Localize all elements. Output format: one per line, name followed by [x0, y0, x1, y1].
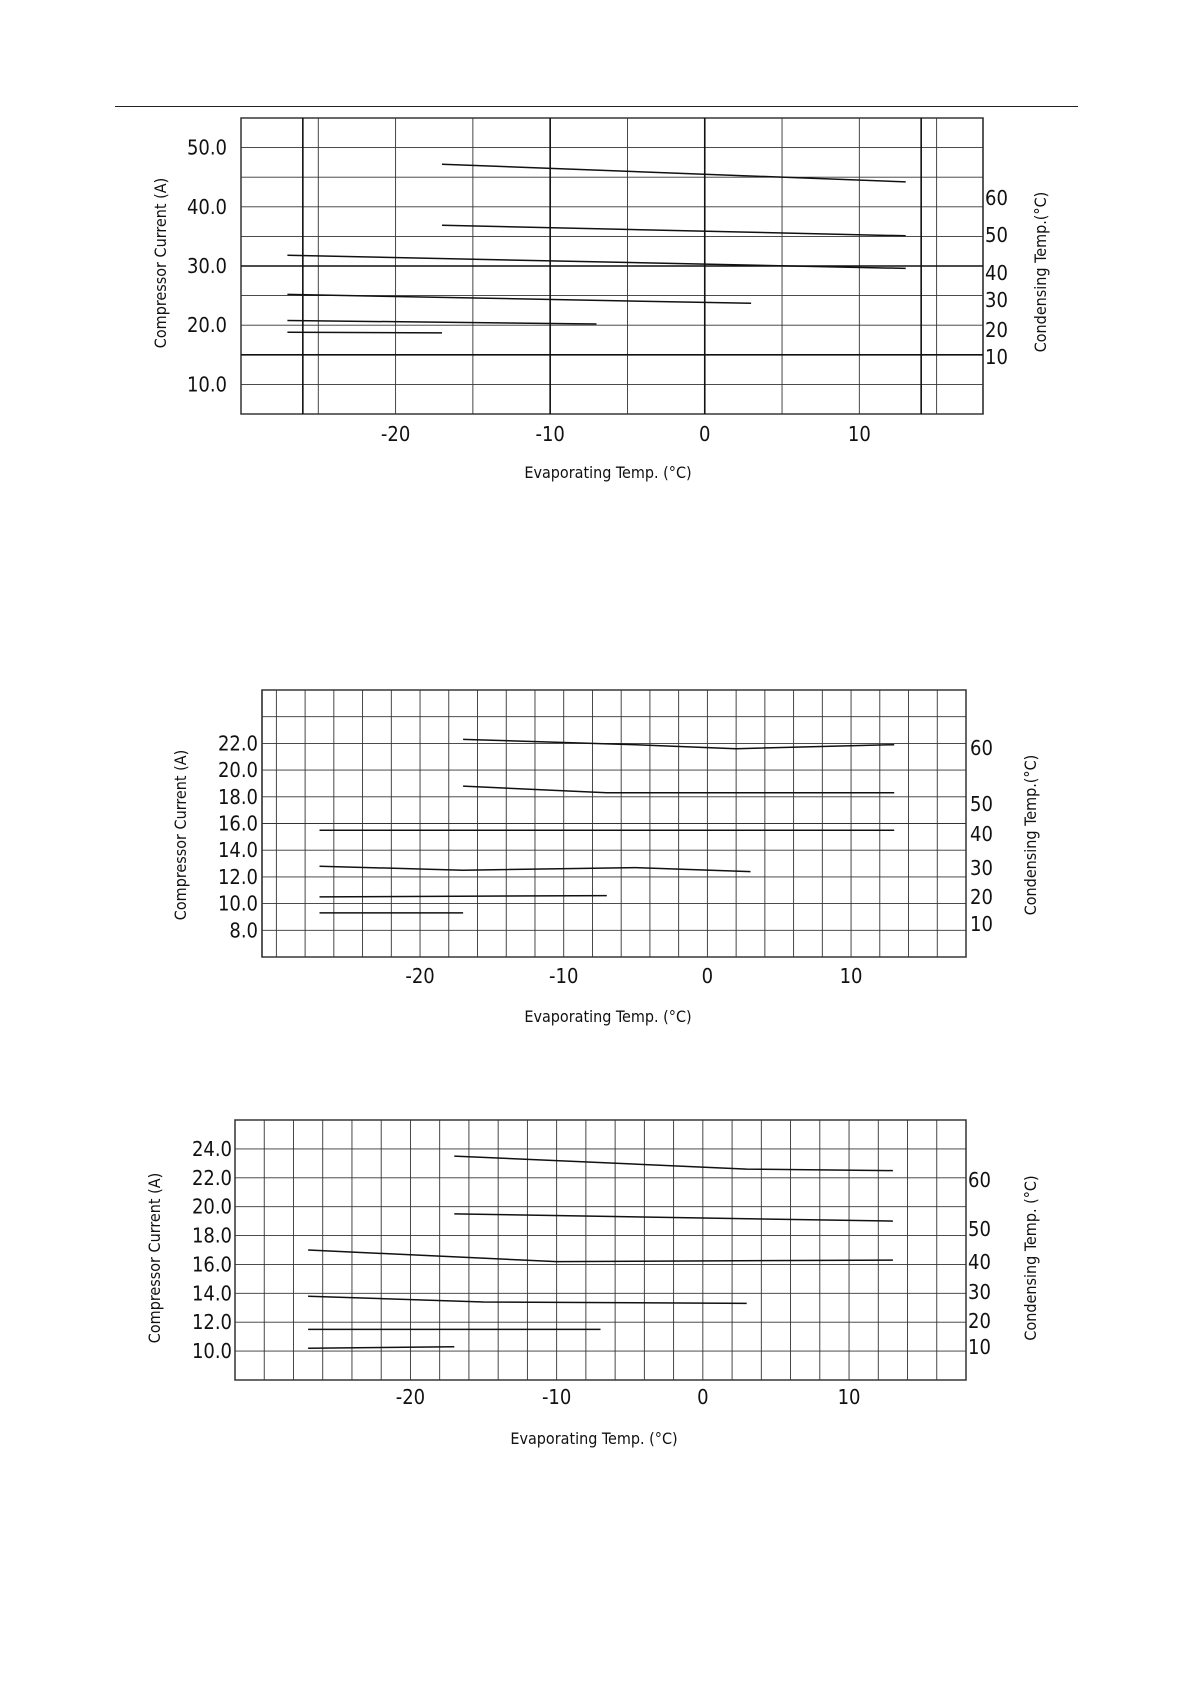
y-tick-label: 16.0 — [191, 1252, 232, 1277]
x-tick-label: -10 — [549, 964, 579, 988]
series-line-10 — [308, 1347, 454, 1348]
x-tick-label: 0 — [697, 1385, 709, 1409]
x-tick-label: 10 — [847, 422, 871, 446]
y2-tick-label: 30 — [968, 1280, 991, 1304]
y-tick-label: 50.0 — [186, 135, 227, 160]
y2-tick-label: 50 — [985, 223, 1008, 247]
y-tick-label: 12.0 — [191, 1310, 232, 1335]
y2-tick-label: 30 — [985, 288, 1008, 312]
x-tick-label: -20 — [380, 422, 411, 446]
y2-axis-title: Condensing Temp.(°C) — [1031, 191, 1050, 353]
y-tick-label: 18.0 — [217, 784, 258, 809]
y-tick-label: 20.0 — [217, 758, 258, 783]
x-axis-title: Evaporating Temp. (°C) — [510, 1429, 678, 1448]
y-tick-label: 8.0 — [229, 918, 258, 943]
y-tick-label: 10.0 — [191, 1339, 232, 1364]
y2-tick-label: 40 — [968, 1250, 991, 1274]
y2-tick-label: 40 — [985, 261, 1008, 285]
x-tick-label: -20 — [405, 964, 435, 988]
y-axis-title: Compressor Current (A) — [171, 749, 190, 921]
y-axis-title: Compressor Current (A) — [151, 177, 170, 349]
y2-tick-label: 10 — [968, 1335, 991, 1359]
y-tick-label: 10.0 — [186, 372, 227, 397]
y-tick-label: 22.0 — [191, 1165, 232, 1190]
y-tick-label: 30.0 — [186, 254, 227, 278]
x-tick-label: 0 — [699, 422, 711, 446]
plot-frame — [235, 1120, 966, 1380]
x-axis-title: Evaporating Temp. (°C) — [524, 1007, 692, 1026]
y-tick-label: 40.0 — [186, 194, 227, 219]
x-tick-label: 10 — [837, 1385, 861, 1409]
y-tick-label: 20.0 — [191, 1194, 232, 1219]
x-tick-label: -10 — [535, 422, 565, 446]
y2-axis-title: Condensing Temp.(°C) — [1021, 754, 1040, 916]
y2-axis-title: Condensing Temp. (°C) — [1021, 1175, 1040, 1341]
y2-tick-label: 20 — [968, 1309, 991, 1333]
y2-tick-label: 30 — [970, 856, 993, 880]
y2-tick-label: 10 — [985, 345, 1008, 369]
y2-tick-label: 60 — [968, 1168, 991, 1192]
y2-tick-label: 20 — [970, 885, 993, 909]
series-line-40 — [308, 1250, 893, 1262]
y2-tick-label: 50 — [970, 792, 993, 816]
x-tick-label: -10 — [541, 1385, 572, 1409]
x-tick-label: 0 — [701, 964, 714, 988]
y-tick-label: 10.0 — [217, 891, 258, 916]
y-axis-title: Compressor Current (A) — [145, 1172, 164, 1344]
y-tick-label: 24.0 — [191, 1136, 232, 1161]
y2-tick-label: 20 — [985, 318, 1008, 342]
y-tick-label: 18.0 — [191, 1223, 232, 1248]
x-tick-label: 10 — [839, 964, 863, 988]
y2-tick-label: 40 — [970, 822, 993, 846]
y2-tick-label: 60 — [970, 736, 993, 760]
y-tick-label: 20.0 — [186, 313, 227, 338]
y2-tick-label: 60 — [985, 186, 1008, 210]
y-tick-label: 12.0 — [217, 864, 258, 889]
x-tick-label: -20 — [395, 1385, 426, 1409]
y-tick-label: 14.0 — [191, 1281, 232, 1306]
x-axis-title: Evaporating Temp. (°C) — [524, 463, 692, 482]
y-tick-label: 14.0 — [217, 838, 258, 863]
y2-tick-label: 10 — [970, 912, 993, 936]
y2-tick-label: 50 — [968, 1217, 991, 1241]
y-tick-label: 22.0 — [217, 731, 258, 756]
y-tick-label: 16.0 — [217, 811, 258, 836]
